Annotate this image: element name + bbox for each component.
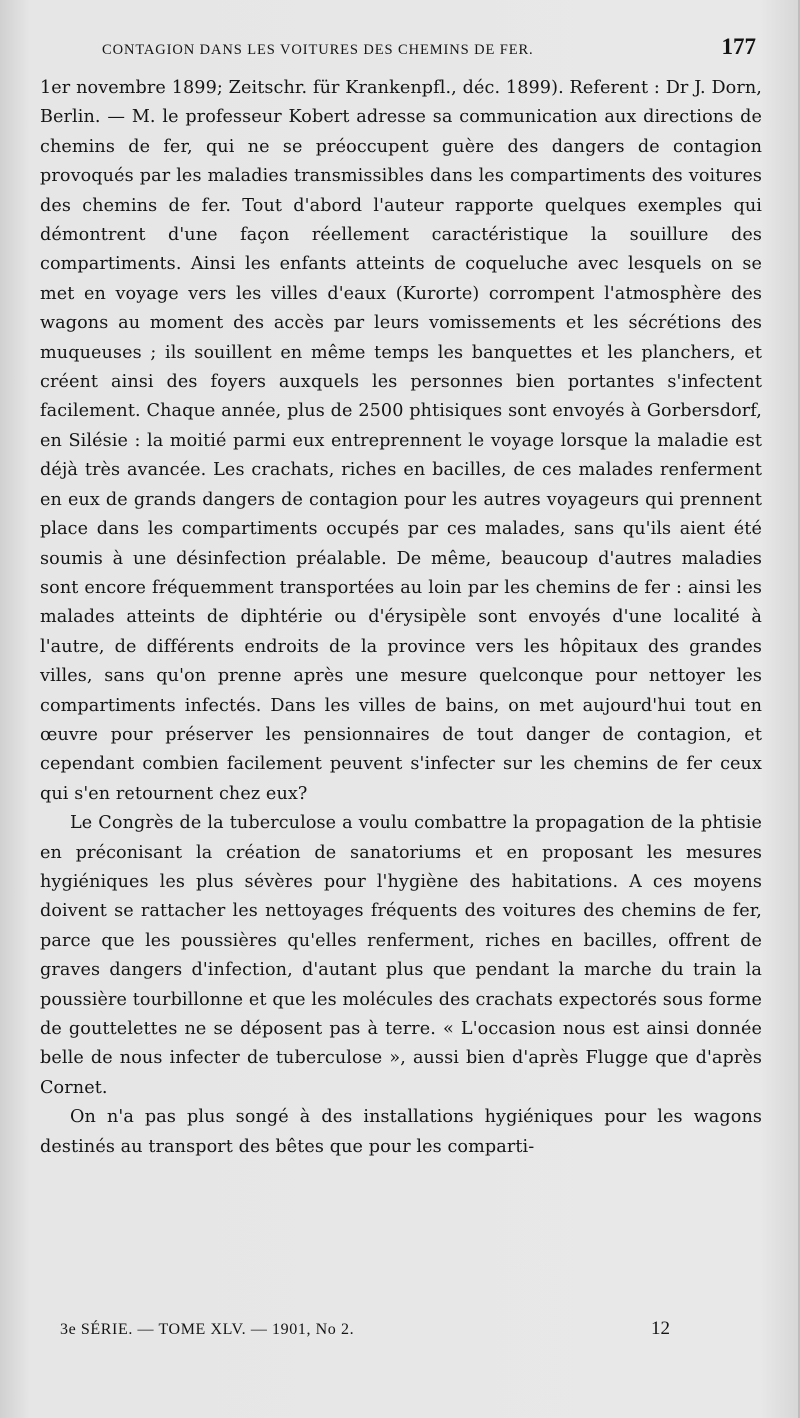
- signature-number: 12: [651, 1318, 670, 1339]
- running-head: [40, 34, 762, 74]
- series-volume-issue: 3e SÉRIE. — TOME XLV. — 1901, No 2.: [60, 1321, 355, 1338]
- page-footer: [60, 1318, 670, 1340]
- paragraph-2: Le Congrès de la tuberculose a voulu combattre la propagation de la phtisie en préconisant la création de sanatoriums et en proposant les mesures hygiéniques les plus sévères pour l'hygiène des habitations. A ces moyens doivent se rattacher les nettoyages fréquents des voitures des chemins de fer, parce que les poussières qu'elles renferment, riches en bacilles, offrent de graves dangers d'infection, d'autant plus que pendant la marche du train la poussière tourbillonne et que les molécules des crachats expectorés sous forme de gouttelettes ne se déposent pas à terre. « L'occasion nous est ainsi donnée belle de nous infecter de tuberculose », aussi bien d'après Flugge que d'après Cornet.: [40, 813, 762, 1098]
- paragraph-1: 1er novembre 1899; Zeitschr. für Krankenpfl., déc. 1899). Referent : Dr J. Dorn, Berlin. — M. le professeur Kobert adresse sa communication aux directions de chemins de fer, qui ne se préoccupent guère des dangers de contagion provoqués par les maladies transmissibles dans les compartiments des voitures des chemins de fer. Tout d'abord l'auteur rapporte quelques exemples qui démontrent d'une façon réellement caractéristique la souillure des compartiments. Ainsi les enfants atteints de coqueluche avec lesquels on se met en voyage vers les villes d'eaux (Kurorte) corrompent l'atmosphère des wagons au moment des accès par leurs vomissements et les sécrétions des muqueuses ; ils souillent en même temps les banquettes et les planchers, et créent ainsi des foyers auxquels les personnes bien portantes s'infectent facilement. Chaque année, plus de 2500 phtisiques sont envoyés à Gorbersdorf, en Silésie : la moitié parmi eux entreprennent le voyage lorsque la maladie est déjà très avancée. Les crachats, riches en bacilles, de ces malades renferment en eux de grands dangers de contagion pour les autres voyageurs qui prennent place dans les compartiments occupés par ces malades, sans qu'ils aient été soumis à une désinfection préalable. De même, beaucoup d'autres maladies sont encore fréquemment transportées au loin par les chemins de fer : ainsi les malades atteints de diphtérie ou d'érysipèle sont envoyés d'une localité à l'autre, de différents endroits de la province vers les hôpitaux des grandes villes, sans qu'on prenne après une mesure quelconque pour nettoyer les compartiments infectés. Dans les villes de bains, on met aujourd'hui tout en œuvre pour préserver les pensionnaires de tout danger de contagion, et cependant combien facilement peuvent s'infecter sur les chemins de fer ceux qui s'en retournent chez eux?: [40, 78, 762, 804]
- running-title: CONTAGION DANS LES VOITURES DES CHEMINS DE FER.: [102, 42, 534, 58]
- paragraph-3: On n'a pas plus songé à des installations hygiéniques pour les wagons destinés au transport des bêtes que pour les comparti-: [40, 1107, 762, 1157]
- page-number: 177: [721, 34, 756, 59]
- body-text: [40, 74, 762, 1162]
